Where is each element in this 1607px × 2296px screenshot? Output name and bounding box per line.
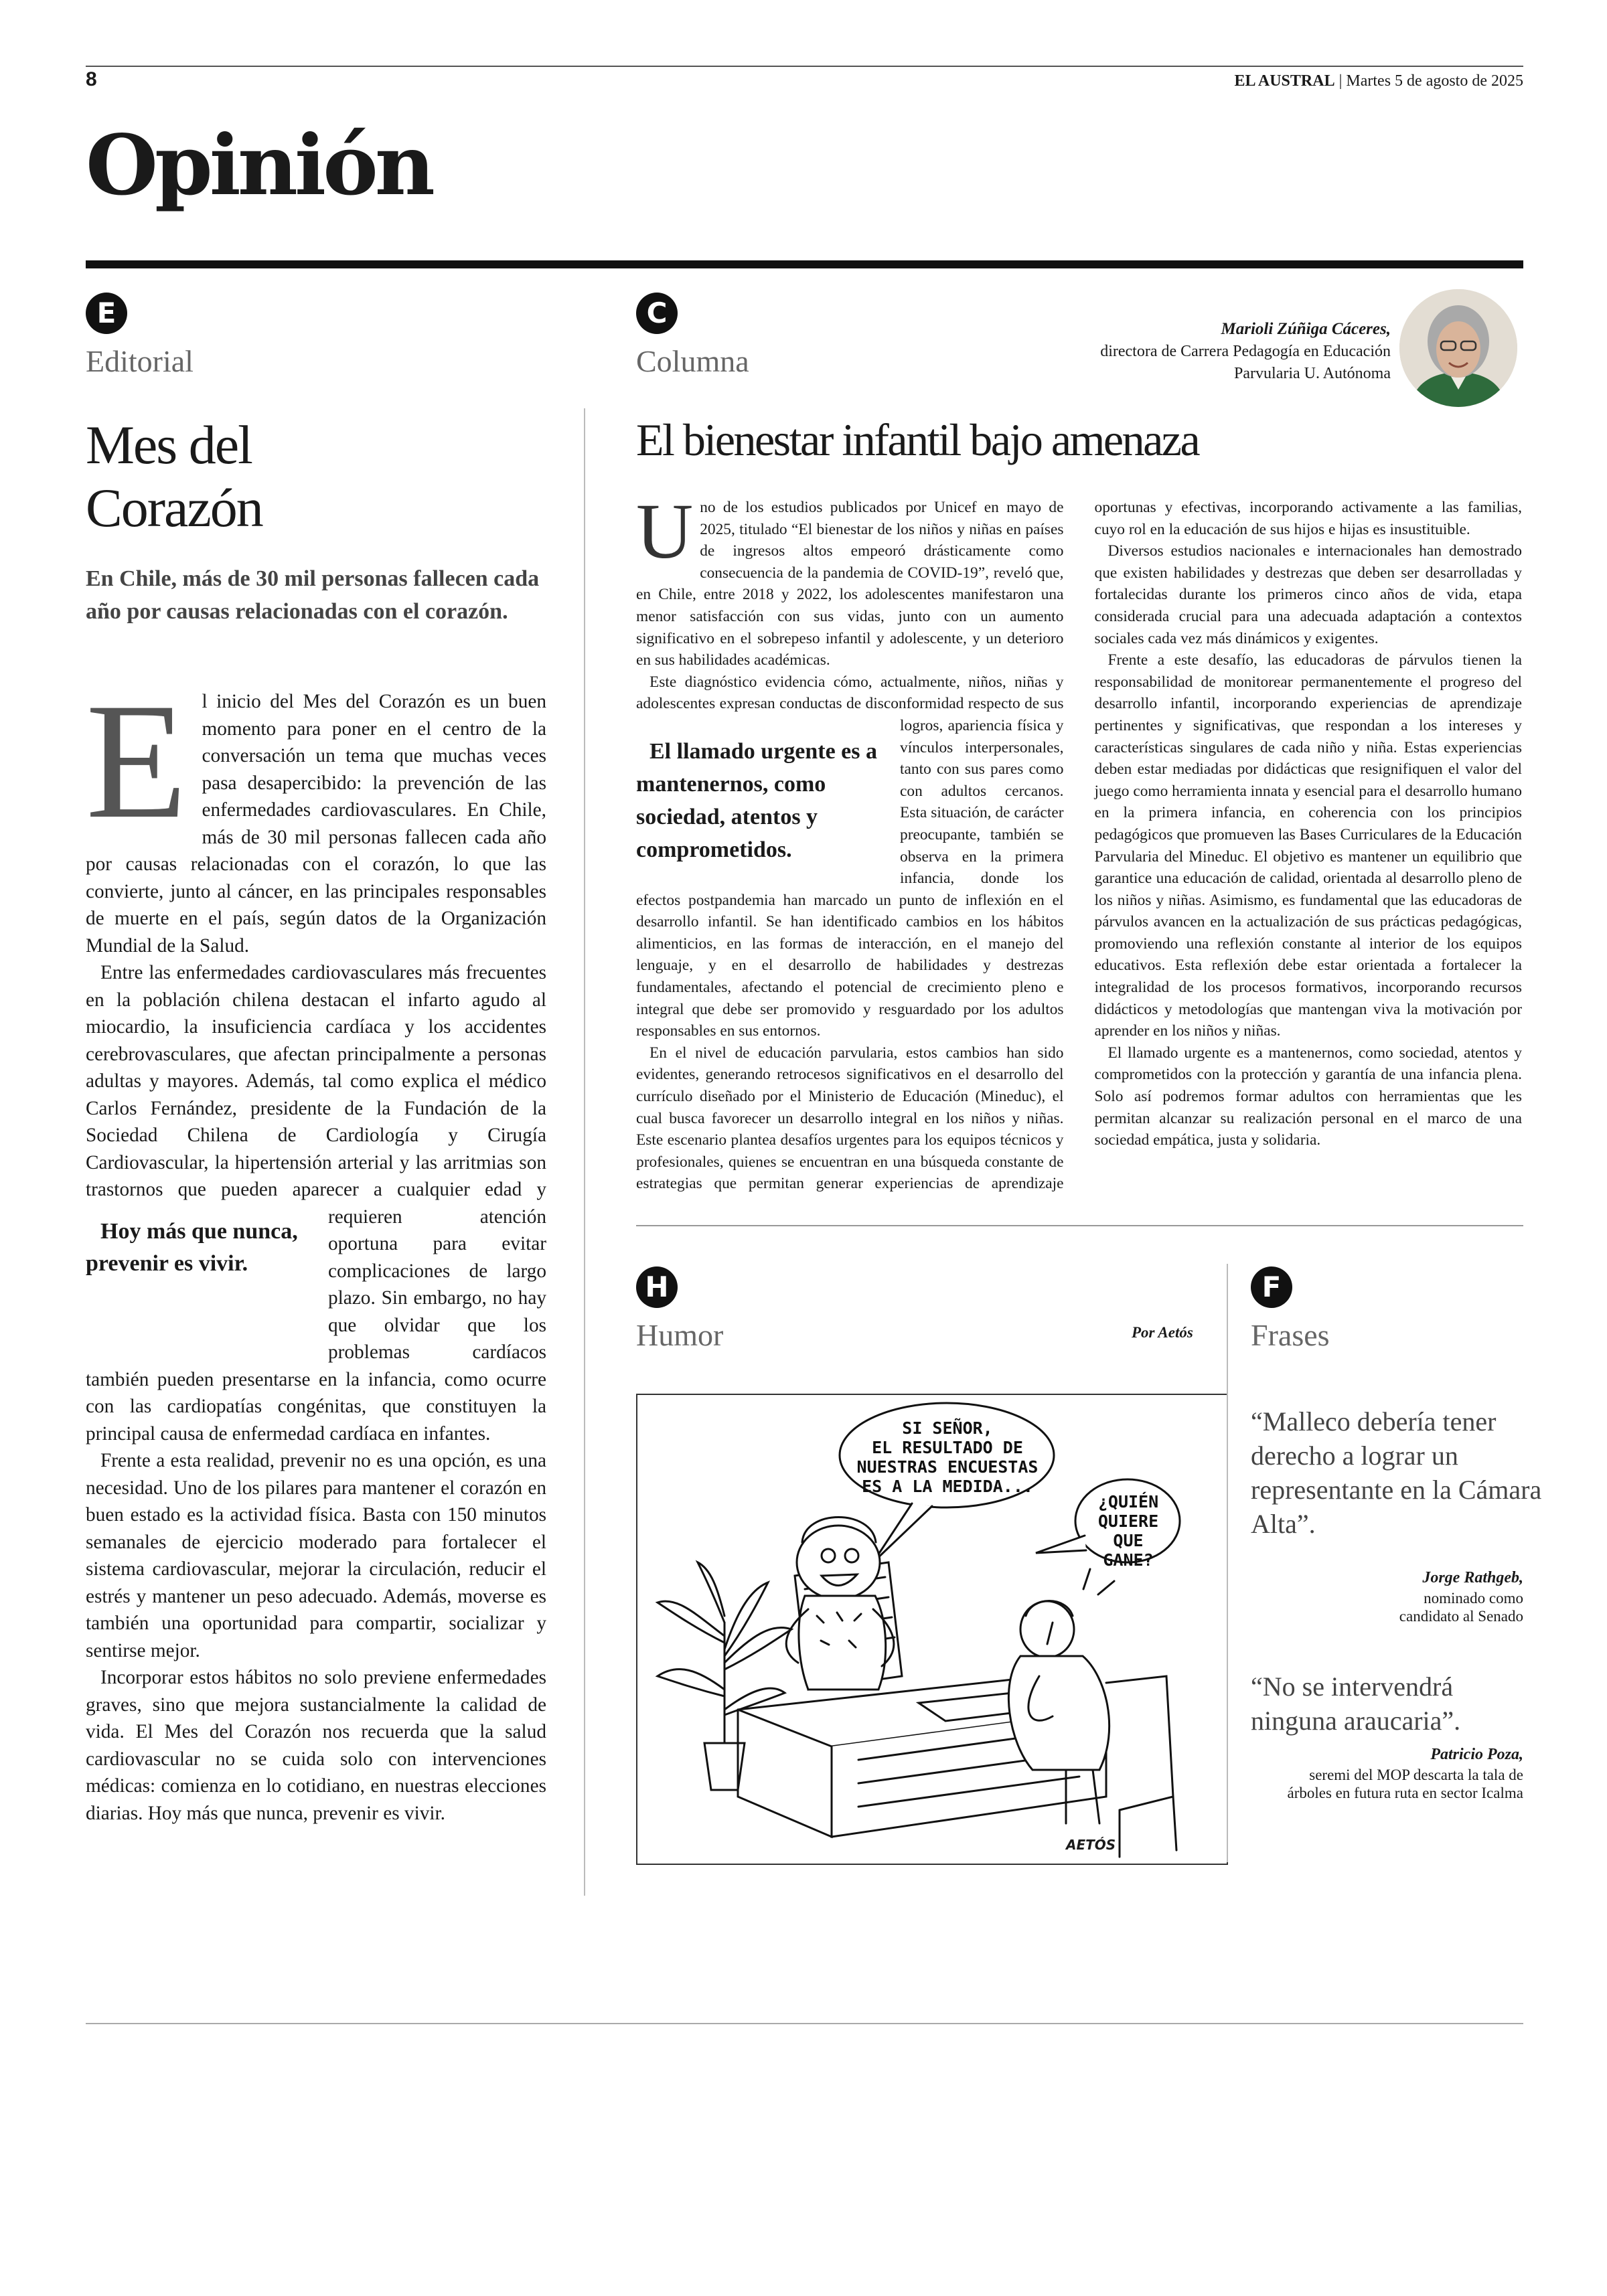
bubble1-line2: EL RESULTADO DE bbox=[872, 1438, 1023, 1457]
editorial-paragraph-3: Frente a esta realidad, prevenir no es una opción, es una necesidad. Uno de los pilares para mantener el corazón en buen estado es la actividad física. Basta con 150 minutos semanales de ejercicio moderado para fortalecer el sistema cardiovascular, mejorar la circulación, reducir el estrés y mantener un peso adecuado. Además, moverse es también una oportunidad para compartir, socializar y sentirse mejor. bbox=[86, 1450, 546, 1661]
editorial-headline bbox=[86, 414, 568, 540]
column-paragraph-5: Frente a este desafío, las educadoras de párvulos tienen la responsabilidad de monitorear permanentemente el progreso del desarrollo infantil, incorporando experiencias de aprendizaje pertinentes y significativas, que respondan a los intereses y características singulares de cada niño y niña. Estas experiencias deben estar mediadas por didácticas que resignifiquen el valor del juego como herramienta innata y esencial para el desarrollo humano en la primera infancia, en coherencia con los principios pedagógicos que promueven las Bases Curriculares de la Educación Parvularia del Mineduc. El objetivo es mantener un equilibrio que garantice una educación de calidad, orientada al desarrollo pleno de los niños y niñas. Asimismo, es fundamental que las educadoras de párvulos avancen en la actualización de sus prácticas pedagógicas, promoviendo una reflexión constante al interior de los equipos educativos. Esta reflexión debe estar orientada a fortalecer la integralidad de los procesos formativos, incorporando recursos didácticos y metodologías que mantengan viva la motivación por aprender en los niños y niñas. bbox=[1094, 651, 1522, 1040]
humor-byline: Por Aetós bbox=[1132, 1324, 1193, 1341]
frase-role-1: nominado como candidato al Senado bbox=[1399, 1590, 1523, 1625]
humor-cartoon bbox=[636, 1394, 1228, 1865]
column-paragraph-2b: respecto de sus logros, apariencia física y vínculos interpersonales, tanto con sus pares como con adultos cercanos. Esta situación, de carácter preocupante, también se observa en la primera infancia, donde los efectos postpandemia han marcado un punto de inflexión en el desarrollo infantil. Se han identificado cambios en los hábitos alimenticios, en las formas de interacción, en el manejo del lenguaje, y en el desarrollo de habilidades y destrezas fundamentales, afectando el potencial de crecimiento pleno e integral que debe ser promovido y resguardado por los adultos responsables en sus entornos. bbox=[636, 695, 1064, 1040]
editorial-pullquote: Hoy más que nunca, prevenir es vivir. bbox=[86, 1218, 298, 1276]
column-author-name: Marioli Zúñiga Cáceres, bbox=[1221, 320, 1391, 338]
frase-role-2: seremi del MOP descarta la tala de árboles en futura ruta en sector Icalma bbox=[1287, 1767, 1523, 1801]
editorial-headline-line2: Corazón bbox=[86, 477, 262, 539]
editorial-dropcap: E bbox=[86, 669, 187, 853]
column-paragraph-2a: Este diagnóstico evidencia cómo, actualmente, niños, niñas y adolescentes expresan conductas de disconformidad bbox=[636, 673, 1064, 713]
column-pullquote: El llamado urgente es a mantenernos, como sociedad, atentos y comprometidos. bbox=[636, 738, 877, 862]
frase-quote-2: “No se intervendrá ninguna araucaria”. bbox=[1251, 1671, 1461, 1736]
cartoon-signature: AETÓS bbox=[1066, 1837, 1116, 1853]
editorial-paragraph-4: Incorporar estos hábitos no solo previene enfermedades graves, sino que mejora sustancialmente la calidad de vida. El Mes del Corazón nos recuerda que la salud cardiovascular no se cuida solo con intervenciones médicas: comienza en lo cotidiano, en nuestras elecciones diarias. Hoy más que nunca, prevenir es vivir. bbox=[86, 1667, 546, 1824]
editorial-body bbox=[86, 669, 547, 1893]
frases-kicker: Frases bbox=[1251, 1318, 1330, 1352]
editorial-paragraph-2b: cualquier edad y requieren atención oportuna para evitar complicaciones de largo plazo. Sin embargo, no hay que olvidar que los problemas cardíacos también pueden presentarse en la infancia, como ocurre con las cardiopatías congénitas, que constituyen la principal causa de enfermedad cardíaca en infantes. bbox=[86, 1179, 547, 1445]
column-paragraph-1: no de los estudios publicados por Unicef en mayo de 2025, titulado “El bienestar de los niños y niñas en países de ingresos altos empeoró drásticamente como consecuencia de la pandemia de COVID-19”, reveló que, en Chile, entre 2018 y 2022, los adolescentes manifestaron una menor satisfacción con sus vidas, junto con un aumento significativo en el sobrepeso infantil y adolescente, y un deterioro en sus habilidades académicas. bbox=[636, 499, 1064, 669]
column-author-role: directora de Carrera Pedagogía en Educación Parvularia U. Autónoma bbox=[1100, 343, 1391, 382]
column-bottom-rule bbox=[636, 1225, 1523, 1226]
column-body bbox=[636, 487, 1522, 1206]
column-dropcap: U bbox=[636, 487, 694, 575]
section-rule bbox=[86, 260, 1523, 268]
column-divider-left bbox=[584, 408, 585, 1896]
bubble1-line3: NUESTRAS ENCUESTAS bbox=[856, 1457, 1039, 1477]
editorial-deck: En Chile, más de 30 mil personas fallecen cada año por causas relacionadas con el corazón. bbox=[86, 566, 540, 625]
section-title: Opinión bbox=[86, 117, 432, 214]
newspaper-name: EL AUSTRAL bbox=[1234, 72, 1335, 90]
frases-badge: F bbox=[1251, 1266, 1292, 1308]
bottom-rule bbox=[86, 2023, 1523, 2024]
cartoon-bubble-right bbox=[1085, 1492, 1172, 1570]
frase-quote-1: “Malleco debería tener derecho a lograr un representante en la Cámara Alta”. bbox=[1251, 1406, 1542, 1539]
frase-author-1: Jorge Rathgeb, bbox=[1422, 1569, 1523, 1586]
author-photo bbox=[1399, 289, 1517, 407]
editorial-headline-line1: Mes del bbox=[86, 414, 252, 475]
bubble2-line3: QUE GANE? bbox=[1103, 1531, 1154, 1570]
bubble2-line1: ¿QUIÉN bbox=[1097, 1492, 1159, 1511]
page-number: 8 bbox=[86, 68, 97, 90]
masthead: EL AUSTRAL | Martes 5 de agosto de 2025 bbox=[1234, 72, 1523, 90]
bubble1-line4: ES A LA MEDIDA... bbox=[862, 1477, 1033, 1496]
column-paragraph-6: El llamado urgente es a mantenernos, como sociedad, atentos y comprometidos con la protección y garantía de una infancia plena. Solo así podremos formar adultos con herramientas que les permitan alcanzar su realización personal en el marco de una sociedad empática, justa y solidaria. bbox=[1094, 1044, 1522, 1149]
humor-frases-divider bbox=[1227, 1264, 1228, 1862]
cartoon-bubble-left bbox=[850, 1418, 1045, 1496]
column-kicker: Columna bbox=[636, 344, 749, 378]
bubble2-line2: QUIERE bbox=[1097, 1511, 1159, 1531]
column-headline: El bienestar infantil bajo amenaza bbox=[636, 414, 1199, 465]
author-portrait-icon bbox=[1399, 289, 1517, 407]
editorial-kicker: Editorial bbox=[86, 344, 194, 378]
editorial-paragraph-2a: Entre las enfermedades cardiovasculares más frecuentes en la población chilena destacan el infarto agudo al miocardio, la insuficiencia cardíaca y los accidentes cerebrovasculares, que afectan principalmente a personas adultas y mayores. Además, tal como explica el médico Carlos Fernández, presidente de la Fundación de la Sociedad Chilena de Cardiología y Cirugía Cardiovascular, la hipertensión arterial y las arritmias son trastornos que pueden aparecer a bbox=[86, 962, 546, 1200]
column-paragraph-3: En el nivel de educación parvularia, estos cambios han sido evidentes, generando retrocesos significativos en el desarrollo del currículo diseñado por el Ministerio de Educación (Mineduc), el cual busca favorecer un desarrollo integral en los niños y niñas. Este escenario plantea desafíos urgentes para los equipos técnicos y profesionales, quienes se encuentran en una búsqueda constante de estrategias que permitan generar experiencias de aprendizaje oportunas y efectivas, incorporando activamente a las familias, cuyo rol en la educación de sus hijos e hijas es insustituible. bbox=[636, 499, 1522, 1193]
issue-date: Martes 5 de agosto de 2025 bbox=[1346, 72, 1523, 90]
top-rule bbox=[86, 66, 1523, 67]
column-paragraph-4: Diversos estudios nacionales e internacionales han demostrado que existen habilidades y destrezas que deben ser desarrolladas y fortalecidas durante los primeros cinco años de vida, etapa considerada crucial para una adecuada adaptación a contextos sociales cada vez más dinámicos y exigentes. bbox=[1094, 542, 1522, 647]
humor-badge: H bbox=[636, 1266, 678, 1308]
editorial-badge: E bbox=[86, 293, 127, 334]
bubble1-line1: SI SEÑOR, bbox=[902, 1418, 993, 1438]
humor-kicker: Humor bbox=[636, 1318, 724, 1352]
editorial-paragraph-1: l inicio del Mes del Corazón es un buen momento para poner en el centro de la conversación un tema que muchas veces pasa desapercibido: la prevención de las enfermedades cardiovasculares. En Chile, más de 30 mil personas fallecen cada año por causas relacionadas con el corazón, lo que las convierte, junto al cáncer, en las principales responsables de muerte en el país, según datos de la Organización Mundial de la Salud. bbox=[86, 691, 546, 957]
column-badge: C bbox=[636, 293, 678, 334]
frase-author-2: Patricio Poza, bbox=[1430, 1746, 1523, 1763]
